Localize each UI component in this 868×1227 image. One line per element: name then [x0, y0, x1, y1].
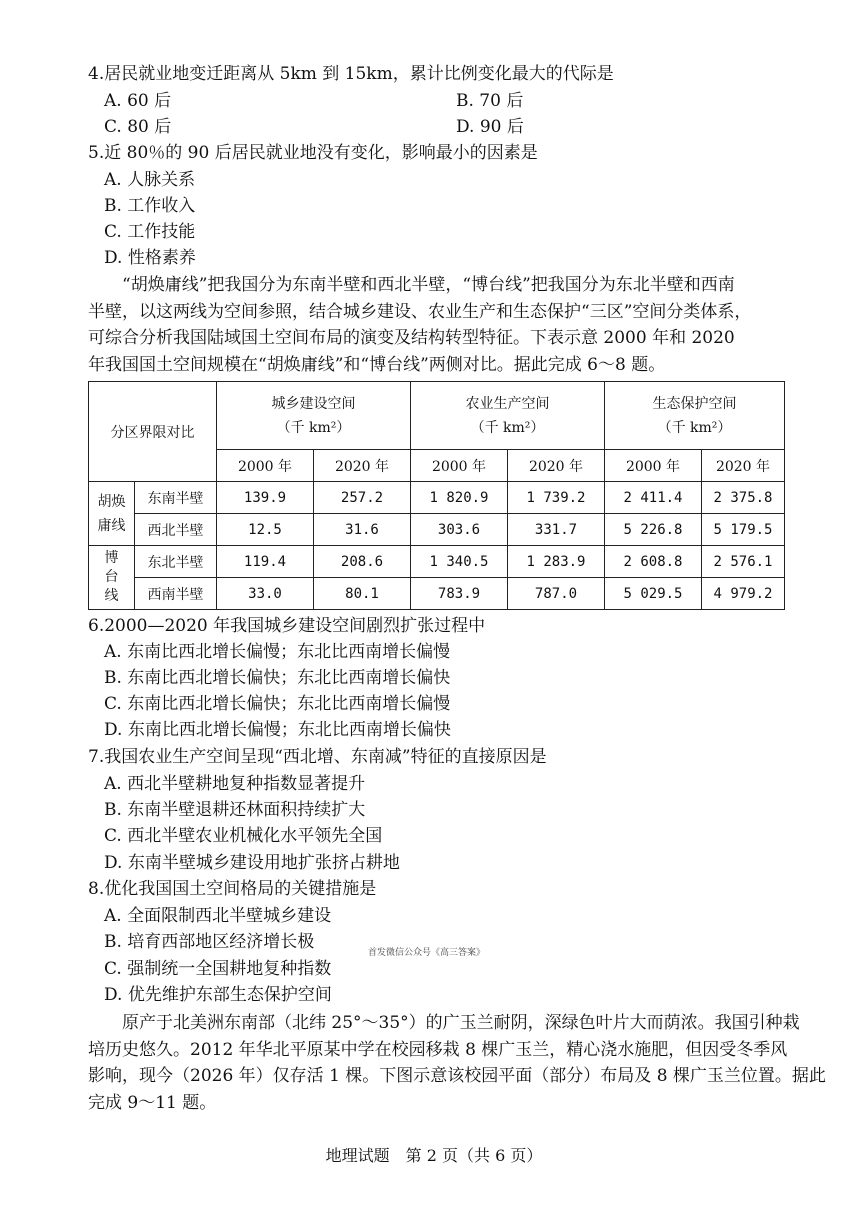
intro1-line: 半壁，以这两线为空间参照，结合城乡建设、农业生产和生态保护“三区”空间分类体系， — [88, 301, 752, 322]
table-cell: 80.1 — [314, 578, 411, 610]
q5-option-d: D. 性格素养 — [104, 248, 196, 268]
table-cell: 5 179.5 — [702, 514, 785, 546]
botai-line-label — [89, 546, 135, 610]
q8-option-d: D. 优先维护东部生态保护空间 — [104, 985, 332, 1005]
question-8-stem: 8.优化我国国土空间格局的关键措施是 — [88, 879, 377, 899]
table-cell: 5 226.8 — [605, 514, 702, 546]
q4-option-b: B. 70 后 — [456, 91, 524, 111]
q5-option-a: A. 人脉关系 — [104, 170, 196, 190]
q6-option-d: D. 东南比西北增长偏慢；东北比西南增长偏快 — [104, 720, 451, 740]
table-cell: 12.5 — [217, 514, 314, 546]
intro1-line: “胡焕庸线”把我国分为东南半壁和西北半壁，“博台线”把我国分为东北半壁和西南 — [122, 275, 735, 295]
q7-option-b: B. 东南半壁退耕还林面积持续扩大 — [104, 800, 366, 820]
year-header: 2020 年 — [508, 450, 605, 482]
table-cell: 2 411.4 — [605, 482, 702, 514]
region-label: 西北半壁 — [135, 514, 217, 546]
q5-option-c: C. 工作技能 — [104, 222, 196, 242]
table-cell: 2 576.1 — [702, 546, 785, 578]
table-cell: 2 608.8 — [605, 546, 702, 578]
table-cell: 208.6 — [314, 546, 411, 578]
table-corner-header: 分区界限对比 — [89, 382, 217, 482]
question-6-stem: 6.2000—2020 年我国城乡建设空间剧烈扩张过程中 — [88, 616, 486, 636]
q6-option-c: C. 东南比西北增长偏快；东北比西南增长偏慢 — [104, 694, 451, 714]
table-cell: 2 375.8 — [702, 482, 785, 514]
table-cell: 1 820.9 — [411, 482, 508, 514]
year-header: 2020 年 — [702, 450, 785, 482]
q4-option-d: D. 90 后 — [456, 117, 524, 137]
header-group-unit: （千 km²） — [657, 419, 732, 436]
table-cell: 1 283.9 — [508, 546, 605, 578]
region-label: 东北半壁 — [135, 546, 217, 578]
year-header: 2000 年 — [217, 450, 314, 482]
q8-option-b: B. 培育西部地区经济增长极 — [104, 932, 315, 952]
header-construction — [217, 382, 411, 450]
land-space-table — [88, 381, 785, 610]
table-cell: 1 340.5 — [411, 546, 508, 578]
q8-option-c: C. 强制统一全国耕地复种指数 — [104, 959, 332, 979]
intro2-line: 影响，现今（2026 年）仅存活 1 棵。下图示意该校园平面（部分）布局及 8 棵广玉兰位置。据此 — [88, 1066, 826, 1086]
table-cell: 5 029.5 — [605, 578, 702, 610]
hu-line-text: 胡焕庸线 — [97, 493, 126, 534]
year-header: 2000 年 — [411, 450, 508, 482]
q7-option-d: D. 东南半壁城乡建设用地扩张挤占耕地 — [104, 853, 400, 873]
watermark-text: 首发微信公众号《高三答案》 — [368, 948, 486, 958]
header-group-name: 农业生产空间 — [465, 395, 550, 412]
question-4-stem: 4.居民就业地变迁距离从 5km 到 15km，累计比例变化最大的代际是 — [88, 64, 614, 84]
intro-paragraph-9-11 — [88, 1010, 826, 1116]
q8-option-a: A. 全面限制西北半壁城乡建设 — [104, 906, 332, 926]
intro2-line: 完成 9～11 题。 — [88, 1092, 217, 1113]
year-header: 2000 年 — [605, 450, 702, 482]
table-cell: 4 979.2 — [702, 578, 785, 610]
table-cell: 119.4 — [217, 546, 314, 578]
intro1-line: 可综合分析我国陆域国土空间布局的演变及结构转型特征。下表示意 2000 年和 2020 — [88, 328, 735, 348]
question-5-stem: 5.近 80％的 90 后居民就业地没有变化，影响最小的因素是 — [88, 143, 538, 163]
q7-option-c: C. 西北半壁农业机械化水平领先全国 — [104, 826, 383, 846]
intro2-line: 培历史悠久。2012 年华北平原某中学在校园移栽 8 棵广玉兰，精心浇水施肥，但因受冬季风 — [88, 1039, 788, 1060]
table-cell: 303.6 — [411, 514, 508, 546]
header-ecology — [605, 382, 785, 450]
table-row — [89, 578, 785, 610]
q4-option-a: A. 60 后 — [104, 91, 172, 111]
header-group-name: 城乡建设空间 — [271, 395, 356, 412]
q6-option-a: A. 东南比西北增长偏慢；东北比西南增长偏慢 — [104, 642, 451, 662]
intro-paragraph-6-8 — [88, 272, 788, 378]
table-cell: 257.2 — [314, 482, 411, 514]
table-cell: 31.6 — [314, 514, 411, 546]
table-row — [89, 546, 785, 578]
botai-line-text: 博台线 — [104, 550, 119, 604]
table-cell: 33.0 — [217, 578, 314, 610]
region-label: 西南半壁 — [135, 578, 217, 610]
year-header: 2020 年 — [314, 450, 411, 482]
header-group-name: 生态保护空间 — [652, 395, 737, 412]
intro1-line: 年我国国土空间规模在“胡焕庸线”和“博台线”两侧对比。据此完成 6～8 题。 — [88, 354, 666, 375]
table-cell: 783.9 — [411, 578, 508, 610]
table-cell: 787.0 — [508, 578, 605, 610]
q7-option-a: A. 西北半壁耕地复种指数显著提升 — [104, 774, 366, 794]
header-group-unit: （千 km²） — [276, 419, 351, 436]
hu-line-label — [89, 482, 135, 546]
intro2-line: 原产于北美洲东南部（北纬 25°～35°）的广玉兰耐阴，深绿色叶片大而荫浓。我国引种栽 — [122, 1013, 800, 1033]
q4-option-c: C. 80 后 — [104, 117, 172, 137]
question-7-stem: 7.我国农业生产空间呈现“西北增、东南减”特征的直接原因是 — [88, 747, 547, 767]
table-cell: 331.7 — [508, 514, 605, 546]
q6-option-b: B. 东南比西北增长偏快；东北比西南增长偏快 — [104, 668, 451, 688]
header-group-unit: （千 km²） — [470, 419, 545, 436]
page-footer: 地理试题 第 2 页（共 6 页） — [325, 1146, 543, 1165]
region-label: 东南半壁 — [135, 482, 217, 514]
table-cell: 1 739.2 — [508, 482, 605, 514]
header-agriculture — [411, 382, 605, 450]
q5-option-b: B. 工作收入 — [104, 196, 196, 216]
table-cell: 139.9 — [217, 482, 314, 514]
table-row — [89, 482, 785, 514]
table-row — [89, 514, 785, 546]
